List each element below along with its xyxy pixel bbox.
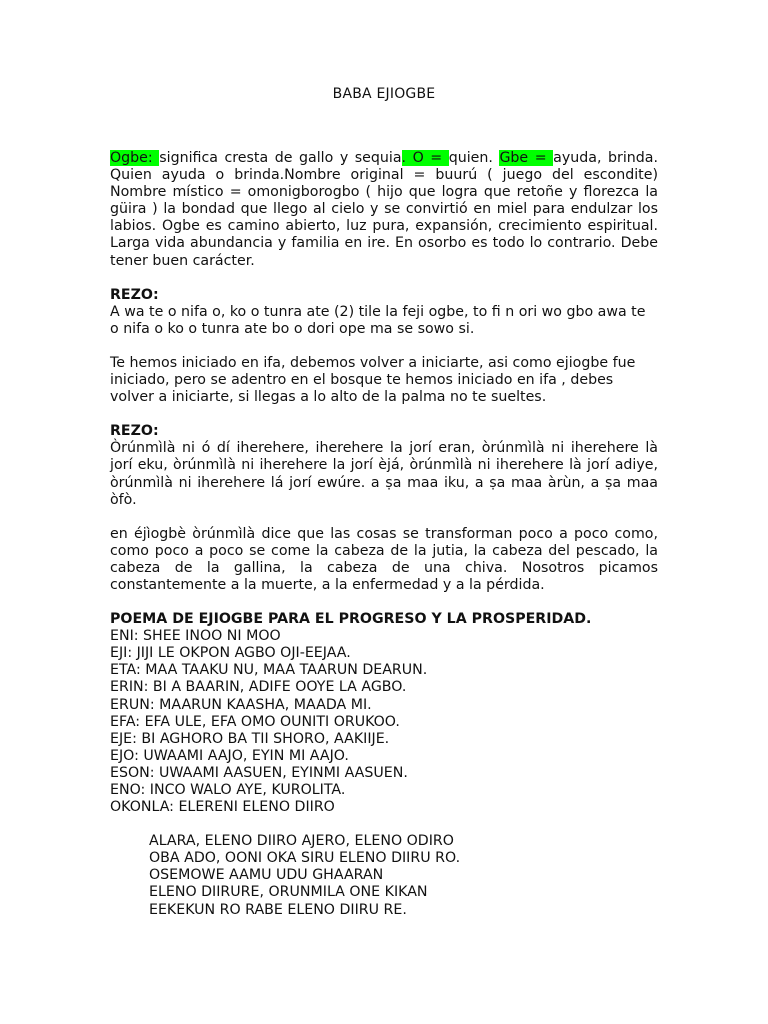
poem-indented-line: ALARA, ELENO DIIRO AJERO, ELENO ODIRO [149,833,454,850]
poem-line: ERIN: BI A BAARIN, ADIFE OOYE LA AGBO. [110,679,407,696]
intro-text-2: quien. [448,150,500,166]
highlight-ogbe: Ogbe: [110,150,160,166]
poem-indented-line: ELENO DIIRURE, ORUNMILA ONE KIKAN [149,884,428,901]
poem-line: EJE: BI AGHORO BA TII SHORO, AAKIIJE. [110,730,390,747]
poem-indented-line: EEKEKUN RO RABE ELENO DIIRU RE. [149,901,407,918]
intro-paragraph [110,150,658,270]
document-title: BABA EJIOGBE [332,86,436,102]
highlight-gbe: Gbe = [499,150,554,166]
poem-line: OKONLA: ELERENI ELENO DIIRO [110,799,335,816]
highlight-o: . O = [401,150,449,166]
rezo-text-1: A wa te o nifa o, ko o tunra ate (2) tile la feji ogbe, to fi n ori wo gbo awa te o nifa o ko o tunra ate bo o dori ope ma se sowo si. [110,303,646,337]
rezo-heading-1: REZO: [110,286,159,303]
poem-line: EFA: EFA ULE, EFA OMO OUNITI ORUKOO. [110,713,400,730]
poem-line: ESON: UWAAMI AASUEN, EYINMI AASUEN. [110,764,408,781]
poem-line: EJI: JIJI LE OKPON AGBO OJI-EEJAA. [110,645,351,662]
intro-text-3: ayuda, brinda. Quien ayuda o brinda.Nombre original = buurú ( juego del escondite) Nombre místico = omonigborogbo ( hijo que logra que retoñe y florezca la güira ) la bondad que llego al cielo y se convirtió en miel para endulzar los labios. Ogbe es camino abierto, luz pura, expansión, crecimiento espiritual. Larga vida abundancia y familia en ire. En osorbo es todo lo contrario. Debe tener buen carácter. [110,150,658,269]
poem-lines [110,628,658,816]
poem-line: ETA: MAA TAAKU NU, MAA TAARUN DEARUN. [110,662,428,679]
poem-indented-line: OSEMOWE AAMU UDU GHAARAN [149,867,384,884]
poem-heading: POEMA DE EJIOGBE PARA EL PROGRESO Y LA PROSPERIDAD. [110,611,592,628]
poem-line: EJO: UWAAMI AAJO, EYIN MI AAJO. [110,747,349,764]
poem-line: ERUN: MAARUN KAASHA, MAADA MI. [110,696,372,713]
explanation-paragraph: en éjìogbè òrúnmìlà dice que las cosas se transforman poco a poco como, como poco a poco se come la cabeza de la jutia, la cabeza del pescado, la cabeza de la gallina, la cabeza de una chiva. Nosotros picamos constantemente a la muerte, a la enfermedad y a la pérdida. [110,525,658,593]
rezo-text-2: Òrúnmìlà ni ó dí iherehere, iherehere la jorí eran, òrúnmìlà ni iherehere là jorí eku, òrúnmìlà ni iherehere la jorí èjá, òrúnmìlà ni iherehere là jorí adiye, òrúnmìlà ni iherehere lá jorí ewúre. a ṣa maa iku, a ṣa maa àrùn, a ṣa maa òfò. [110,440,658,508]
rezo-heading-2: REZO: [110,423,159,440]
document-body [110,150,658,919]
poem-indented-line: OBA ADO, OONI OKA SIRU ELENO DIIRU RO. [149,850,461,867]
poem-line: ENI: SHEE INOO NI MOO [110,628,281,645]
translation-paragraph: Te hemos iniciado en ifa, debemos volver a iniciarte, asi como ejiogbe fue iniciado, pero se adentro en el bosque te hemos iniciado en ifa , debes volver a iniciarte, si llegas a lo alto de la palma no te sueltes. [110,354,636,406]
intro-text-1: significa cresta de gallo y sequia [159,150,402,166]
poem-indented-lines [110,833,658,918]
poem-line: ENO: INCO WALO AYE, KUROLITA. [110,782,346,798]
